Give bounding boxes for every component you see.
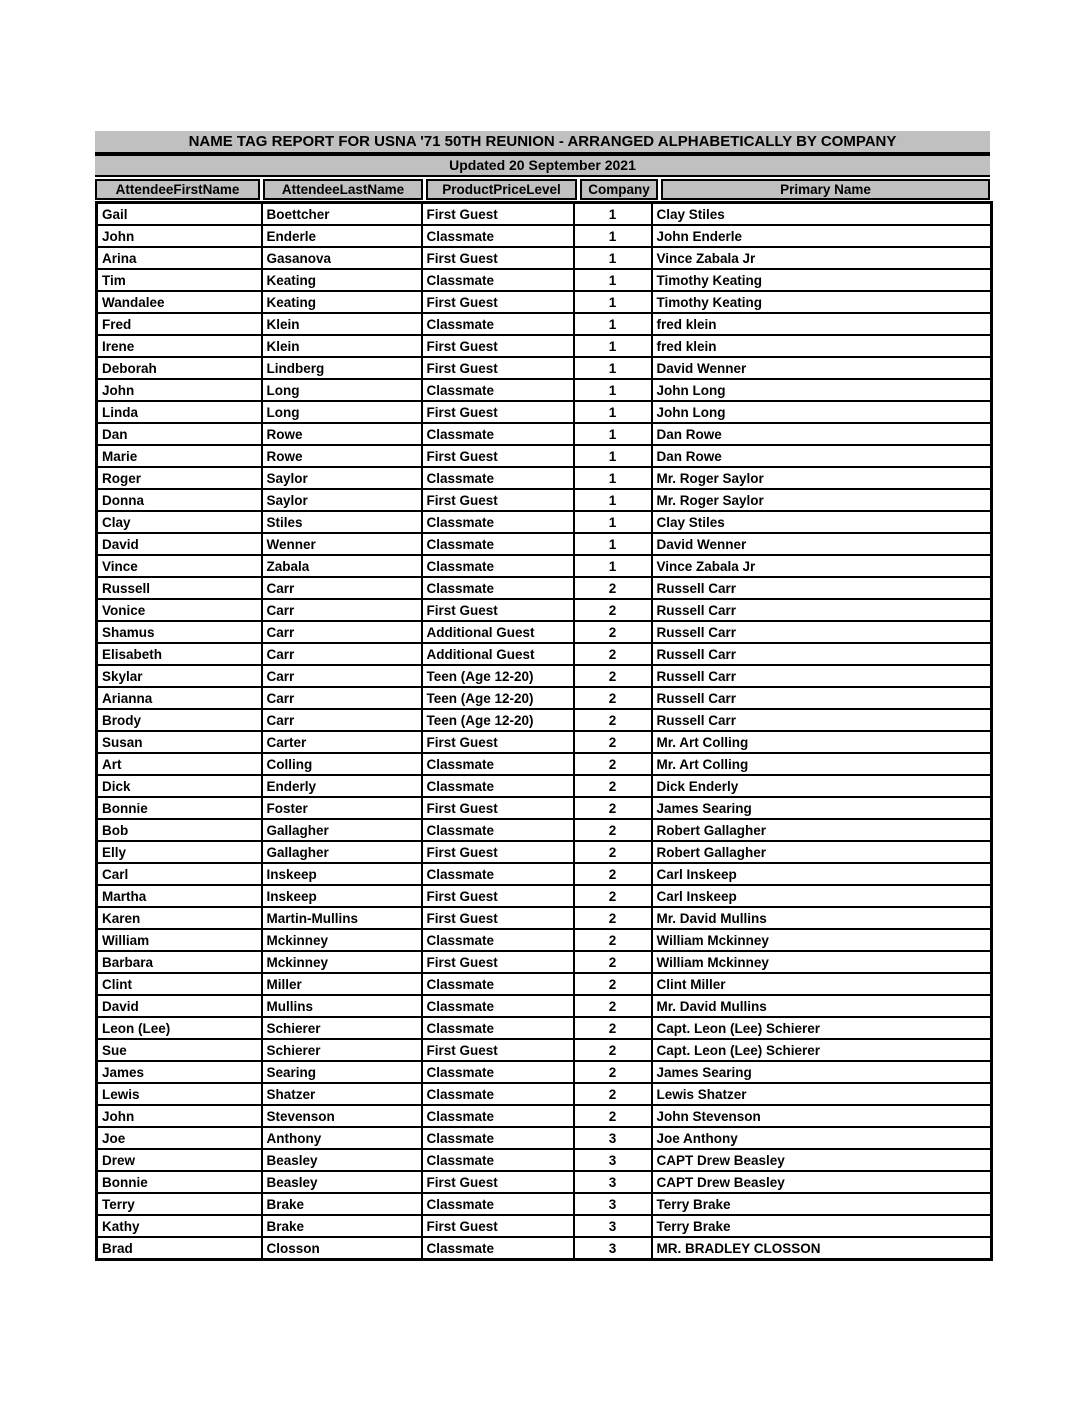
cell-last-name: Keating — [262, 269, 422, 291]
cell-last-name: Schierer — [262, 1039, 422, 1061]
table-row — [97, 291, 992, 313]
cell-company: 2 — [574, 1039, 652, 1061]
cell-price-level: Classmate — [422, 863, 574, 885]
cell-primary-name: Mr. Roger Saylor — [652, 467, 992, 489]
table-row — [97, 775, 992, 797]
cell-first-name: Brody — [97, 709, 262, 731]
table-row — [97, 951, 992, 973]
cell-first-name: Donna — [97, 489, 262, 511]
cell-primary-name: Vince Zabala Jr — [652, 247, 992, 269]
table-row — [97, 1083, 992, 1105]
table-row — [97, 797, 992, 819]
cell-primary-name: John Long — [652, 401, 992, 423]
cell-last-name: Martin-Mullins — [262, 907, 422, 929]
cell-primary-name: John Stevenson — [652, 1105, 992, 1127]
cell-primary-name: Russell Carr — [652, 665, 992, 687]
table-row — [97, 357, 992, 379]
cell-first-name: Skylar — [97, 665, 262, 687]
cell-company: 2 — [574, 797, 652, 819]
cell-company: 1 — [574, 357, 652, 379]
table-row — [97, 247, 992, 269]
table-row — [97, 577, 992, 599]
cell-company: 2 — [574, 841, 652, 863]
table-row — [97, 1215, 992, 1237]
cell-first-name: Marie — [97, 445, 262, 467]
cell-price-level: First Guest — [422, 401, 574, 423]
cell-price-level: Classmate — [422, 1127, 574, 1149]
cell-price-level: First Guest — [422, 1215, 574, 1237]
cell-primary-name: Capt. Leon (Lee) Schierer — [652, 1039, 992, 1061]
cell-last-name: Enderly — [262, 775, 422, 797]
cell-first-name: Art — [97, 753, 262, 775]
cell-price-level: Teen (Age 12-20) — [422, 709, 574, 731]
cell-primary-name: CAPT Drew Beasley — [652, 1171, 992, 1193]
table-row — [97, 1105, 992, 1127]
cell-price-level: Classmate — [422, 819, 574, 841]
cell-price-level: First Guest — [422, 951, 574, 973]
cell-last-name: Carr — [262, 665, 422, 687]
table-row — [97, 1171, 992, 1193]
cell-primary-name: Joe Anthony — [652, 1127, 992, 1149]
cell-company: 2 — [574, 819, 652, 841]
cell-primary-name: Timothy Keating — [652, 291, 992, 313]
cell-primary-name: Clint Miller — [652, 973, 992, 995]
cell-company: 2 — [574, 599, 652, 621]
cell-first-name: Bob — [97, 819, 262, 841]
cell-first-name: Roger — [97, 467, 262, 489]
cell-company: 3 — [574, 1193, 652, 1215]
cell-first-name: Russell — [97, 577, 262, 599]
cell-price-level: Classmate — [422, 1149, 574, 1171]
cell-last-name: Keating — [262, 291, 422, 313]
cell-primary-name: Mr. Roger Saylor — [652, 489, 992, 511]
table-row — [97, 885, 992, 907]
cell-last-name: Beasley — [262, 1171, 422, 1193]
cell-company: 2 — [574, 1017, 652, 1039]
cell-last-name: Carr — [262, 599, 422, 621]
table-row — [97, 665, 992, 687]
cell-last-name: Long — [262, 401, 422, 423]
cell-primary-name: MR. BRADLEY CLOSSON — [652, 1237, 992, 1260]
updated-banner: Updated 20 September 2021 — [95, 156, 990, 177]
cell-first-name: Dan — [97, 423, 262, 445]
cell-company: 2 — [574, 995, 652, 1017]
cell-primary-name: Mr. David Mullins — [652, 907, 992, 929]
cell-last-name: Carr — [262, 577, 422, 599]
cell-company: 1 — [574, 511, 652, 533]
cell-last-name: Boettcher — [262, 203, 422, 226]
cell-first-name: Gail — [97, 203, 262, 226]
cell-company: 2 — [574, 863, 652, 885]
table-row — [97, 863, 992, 885]
table-row — [97, 731, 992, 753]
cell-last-name: Carr — [262, 621, 422, 643]
cell-first-name: Clay — [97, 511, 262, 533]
cell-last-name: Klein — [262, 335, 422, 357]
cell-company: 2 — [574, 1105, 652, 1127]
cell-first-name: Irene — [97, 335, 262, 357]
table-row — [97, 1017, 992, 1039]
cell-price-level: Additional Guest — [422, 643, 574, 665]
cell-company: 2 — [574, 687, 652, 709]
cell-primary-name: David Wenner — [652, 357, 992, 379]
table-row — [97, 1193, 992, 1215]
cell-price-level: Classmate — [422, 1017, 574, 1039]
column-header-primary-name: Primary Name — [661, 179, 990, 200]
cell-last-name: Saylor — [262, 489, 422, 511]
cell-company: 2 — [574, 577, 652, 599]
cell-last-name: Wenner — [262, 533, 422, 555]
table-row — [97, 819, 992, 841]
cell-company: 2 — [574, 731, 652, 753]
table-row — [97, 467, 992, 489]
cell-price-level: First Guest — [422, 907, 574, 929]
cell-price-level: First Guest — [422, 797, 574, 819]
cell-last-name: Colling — [262, 753, 422, 775]
cell-last-name: Lindberg — [262, 357, 422, 379]
cell-company: 1 — [574, 533, 652, 555]
cell-primary-name: James Searing — [652, 1061, 992, 1083]
cell-price-level: Classmate — [422, 577, 574, 599]
cell-first-name: Bonnie — [97, 1171, 262, 1193]
table-row — [97, 423, 992, 445]
cell-primary-name: John Enderle — [652, 225, 992, 247]
cell-first-name: Wandalee — [97, 291, 262, 313]
cell-price-level: Classmate — [422, 775, 574, 797]
cell-company: 2 — [574, 1061, 652, 1083]
table-row — [97, 1061, 992, 1083]
table-row — [97, 401, 992, 423]
cell-first-name: Dick — [97, 775, 262, 797]
cell-primary-name: Russell Carr — [652, 643, 992, 665]
cell-company: 1 — [574, 291, 652, 313]
cell-company: 3 — [574, 1237, 652, 1260]
cell-first-name: Susan — [97, 731, 262, 753]
cell-primary-name: Clay Stiles — [652, 203, 992, 226]
cell-last-name: Rowe — [262, 423, 422, 445]
cell-last-name: Foster — [262, 797, 422, 819]
cell-company: 1 — [574, 401, 652, 423]
cell-first-name: Arina — [97, 247, 262, 269]
table-row — [97, 379, 992, 401]
cell-price-level: Classmate — [422, 753, 574, 775]
cell-company: 3 — [574, 1127, 652, 1149]
cell-company: 2 — [574, 665, 652, 687]
table-row — [97, 709, 992, 731]
cell-company: 1 — [574, 489, 652, 511]
cell-company: 2 — [574, 753, 652, 775]
cell-last-name: Klein — [262, 313, 422, 335]
table-row — [97, 203, 992, 226]
cell-primary-name: James Searing — [652, 797, 992, 819]
cell-company: 2 — [574, 775, 652, 797]
cell-first-name: Arianna — [97, 687, 262, 709]
cell-first-name: Barbara — [97, 951, 262, 973]
column-header-product-price-level: ProductPriceLevel — [426, 179, 577, 200]
column-header-attendee-last-name: AttendeeLastName — [263, 179, 423, 200]
cell-company: 2 — [574, 929, 652, 951]
cell-price-level: First Guest — [422, 1171, 574, 1193]
cell-last-name: Miller — [262, 973, 422, 995]
table-row — [97, 621, 992, 643]
report-table — [95, 201, 993, 1261]
cell-price-level: Classmate — [422, 929, 574, 951]
cell-first-name: John — [97, 1105, 262, 1127]
cell-primary-name: Capt. Leon (Lee) Schierer — [652, 1017, 992, 1039]
cell-price-level: First Guest — [422, 247, 574, 269]
cell-first-name: Martha — [97, 885, 262, 907]
cell-company: 1 — [574, 555, 652, 577]
cell-company: 3 — [574, 1215, 652, 1237]
cell-price-level: Classmate — [422, 533, 574, 555]
cell-company: 1 — [574, 423, 652, 445]
cell-price-level: Classmate — [422, 269, 574, 291]
table-row — [97, 313, 992, 335]
cell-primary-name: Russell Carr — [652, 577, 992, 599]
cell-first-name: Elisabeth — [97, 643, 262, 665]
cell-primary-name: Carl Inskeep — [652, 885, 992, 907]
cell-primary-name: Mr. Art Colling — [652, 753, 992, 775]
cell-last-name: Zabala — [262, 555, 422, 577]
cell-price-level: Classmate — [422, 467, 574, 489]
cell-primary-name: Robert Gallagher — [652, 841, 992, 863]
cell-price-level: First Guest — [422, 599, 574, 621]
cell-first-name: John — [97, 225, 262, 247]
cell-first-name: Lewis — [97, 1083, 262, 1105]
cell-first-name: Elly — [97, 841, 262, 863]
cell-company: 1 — [574, 335, 652, 357]
cell-primary-name: fred klein — [652, 313, 992, 335]
cell-price-level: First Guest — [422, 335, 574, 357]
cell-price-level: Classmate — [422, 1105, 574, 1127]
cell-primary-name: Robert Gallagher — [652, 819, 992, 841]
cell-first-name: Karen — [97, 907, 262, 929]
cell-last-name: Gallagher — [262, 841, 422, 863]
cell-first-name: Vince — [97, 555, 262, 577]
cell-company: 2 — [574, 709, 652, 731]
cell-primary-name: Mr. Art Colling — [652, 731, 992, 753]
cell-primary-name: John Long — [652, 379, 992, 401]
table-row — [97, 841, 992, 863]
table-row — [97, 1237, 992, 1260]
cell-first-name: Terry — [97, 1193, 262, 1215]
cell-last-name: Mullins — [262, 995, 422, 1017]
cell-first-name: Linda — [97, 401, 262, 423]
cell-first-name: James — [97, 1061, 262, 1083]
cell-company: 1 — [574, 467, 652, 489]
cell-price-level: First Guest — [422, 357, 574, 379]
cell-last-name: Shatzer — [262, 1083, 422, 1105]
column-header-company: Company — [580, 179, 658, 200]
cell-primary-name: Dan Rowe — [652, 423, 992, 445]
cell-primary-name: fred klein — [652, 335, 992, 357]
cell-last-name: Mckinney — [262, 929, 422, 951]
cell-last-name: Schierer — [262, 1017, 422, 1039]
cell-price-level: Teen (Age 12-20) — [422, 665, 574, 687]
cell-price-level: Classmate — [422, 379, 574, 401]
cell-last-name: Carr — [262, 643, 422, 665]
cell-primary-name: Dick Enderly — [652, 775, 992, 797]
table-row — [97, 753, 992, 775]
table-row — [97, 929, 992, 951]
cell-price-level: Classmate — [422, 973, 574, 995]
cell-price-level: First Guest — [422, 203, 574, 226]
cell-last-name: Stevenson — [262, 1105, 422, 1127]
cell-last-name: Closson — [262, 1237, 422, 1260]
cell-primary-name: Russell Carr — [652, 621, 992, 643]
cell-price-level: First Guest — [422, 1039, 574, 1061]
cell-company: 2 — [574, 951, 652, 973]
cell-primary-name: Terry Brake — [652, 1215, 992, 1237]
cell-last-name: Carr — [262, 709, 422, 731]
cell-primary-name: Mr. David Mullins — [652, 995, 992, 1017]
cell-last-name: Carr — [262, 687, 422, 709]
cell-first-name: Carl — [97, 863, 262, 885]
report-title: NAME TAG REPORT FOR USNA '71 50TH REUNION - ARRANGED ALPHABETICALLY BY COMPANY — [95, 131, 990, 156]
cell-price-level: Classmate — [422, 225, 574, 247]
cell-primary-name: CAPT Drew Beasley — [652, 1149, 992, 1171]
cell-first-name: Fred — [97, 313, 262, 335]
cell-last-name: Brake — [262, 1215, 422, 1237]
cell-company: 3 — [574, 1171, 652, 1193]
column-header-attendee-first-name: AttendeeFirstName — [95, 179, 260, 200]
table-row — [97, 555, 992, 577]
cell-company: 1 — [574, 313, 652, 335]
cell-last-name: Stiles — [262, 511, 422, 533]
table-row — [97, 445, 992, 467]
cell-price-level: First Guest — [422, 445, 574, 467]
cell-first-name: Joe — [97, 1127, 262, 1149]
cell-primary-name: Dan Rowe — [652, 445, 992, 467]
cell-primary-name: William Mckinney — [652, 929, 992, 951]
cell-price-level: Classmate — [422, 995, 574, 1017]
cell-primary-name: David Wenner — [652, 533, 992, 555]
cell-first-name: William — [97, 929, 262, 951]
cell-primary-name: Russell Carr — [652, 687, 992, 709]
cell-primary-name: Russell Carr — [652, 599, 992, 621]
table-row — [97, 995, 992, 1017]
cell-last-name: Gasanova — [262, 247, 422, 269]
table-row — [97, 643, 992, 665]
cell-price-level: Classmate — [422, 1061, 574, 1083]
table-row — [97, 973, 992, 995]
cell-first-name: Clint — [97, 973, 262, 995]
cell-last-name: Carter — [262, 731, 422, 753]
cell-price-level: Classmate — [422, 1237, 574, 1260]
cell-first-name: John — [97, 379, 262, 401]
cell-company: 3 — [574, 1149, 652, 1171]
cell-price-level: First Guest — [422, 731, 574, 753]
cell-first-name: David — [97, 533, 262, 555]
cell-last-name: Inskeep — [262, 885, 422, 907]
cell-price-level: Classmate — [422, 1193, 574, 1215]
cell-price-level: Classmate — [422, 555, 574, 577]
cell-last-name: Gallagher — [262, 819, 422, 841]
cell-company: 2 — [574, 907, 652, 929]
cell-price-level: Additional Guest — [422, 621, 574, 643]
cell-last-name: Beasley — [262, 1149, 422, 1171]
table-row — [97, 533, 992, 555]
cell-first-name: Leon (Lee) — [97, 1017, 262, 1039]
cell-first-name: Sue — [97, 1039, 262, 1061]
table-row — [97, 225, 992, 247]
cell-first-name: Drew — [97, 1149, 262, 1171]
report-table-body — [97, 203, 992, 1260]
cell-price-level: First Guest — [422, 489, 574, 511]
cell-company: 2 — [574, 1083, 652, 1105]
table-row — [97, 511, 992, 533]
cell-primary-name: William Mckinney — [652, 951, 992, 973]
cell-first-name: Vonice — [97, 599, 262, 621]
cell-first-name: Brad — [97, 1237, 262, 1260]
table-row — [97, 1127, 992, 1149]
cell-first-name: David — [97, 995, 262, 1017]
cell-last-name: Long — [262, 379, 422, 401]
cell-primary-name: Terry Brake — [652, 1193, 992, 1215]
cell-price-level: Classmate — [422, 1083, 574, 1105]
cell-last-name: Searing — [262, 1061, 422, 1083]
cell-first-name: Bonnie — [97, 797, 262, 819]
cell-last-name: Brake — [262, 1193, 422, 1215]
cell-primary-name: Timothy Keating — [652, 269, 992, 291]
cell-first-name: Deborah — [97, 357, 262, 379]
cell-company: 2 — [574, 973, 652, 995]
table-row — [97, 687, 992, 709]
cell-price-level: First Guest — [422, 885, 574, 907]
column-header-row — [95, 177, 990, 201]
cell-last-name: Mckinney — [262, 951, 422, 973]
cell-last-name: Enderle — [262, 225, 422, 247]
cell-primary-name: Clay Stiles — [652, 511, 992, 533]
cell-last-name: Rowe — [262, 445, 422, 467]
cell-primary-name: Lewis Shatzer — [652, 1083, 992, 1105]
table-row — [97, 1039, 992, 1061]
cell-price-level: Classmate — [422, 511, 574, 533]
table-row — [97, 269, 992, 291]
cell-company: 1 — [574, 203, 652, 226]
cell-price-level: First Guest — [422, 841, 574, 863]
cell-first-name: Kathy — [97, 1215, 262, 1237]
cell-first-name: Tim — [97, 269, 262, 291]
cell-price-level: Classmate — [422, 423, 574, 445]
cell-primary-name: Carl Inskeep — [652, 863, 992, 885]
cell-last-name: Saylor — [262, 467, 422, 489]
cell-company: 2 — [574, 643, 652, 665]
cell-company: 2 — [574, 621, 652, 643]
cell-price-level: Teen (Age 12-20) — [422, 687, 574, 709]
cell-price-level: Classmate — [422, 313, 574, 335]
table-row — [97, 599, 992, 621]
cell-last-name: Inskeep — [262, 863, 422, 885]
cell-last-name: Anthony — [262, 1127, 422, 1149]
table-row — [97, 907, 992, 929]
table-row — [97, 1149, 992, 1171]
cell-company: 1 — [574, 445, 652, 467]
cell-primary-name: Russell Carr — [652, 709, 992, 731]
cell-first-name: Shamus — [97, 621, 262, 643]
name-tag-report — [95, 131, 990, 1261]
cell-company: 2 — [574, 885, 652, 907]
cell-company: 1 — [574, 247, 652, 269]
table-row — [97, 489, 992, 511]
cell-company: 1 — [574, 269, 652, 291]
cell-price-level: First Guest — [422, 291, 574, 313]
cell-company: 1 — [574, 225, 652, 247]
cell-company: 1 — [574, 379, 652, 401]
table-row — [97, 335, 992, 357]
cell-primary-name: Vince Zabala Jr — [652, 555, 992, 577]
